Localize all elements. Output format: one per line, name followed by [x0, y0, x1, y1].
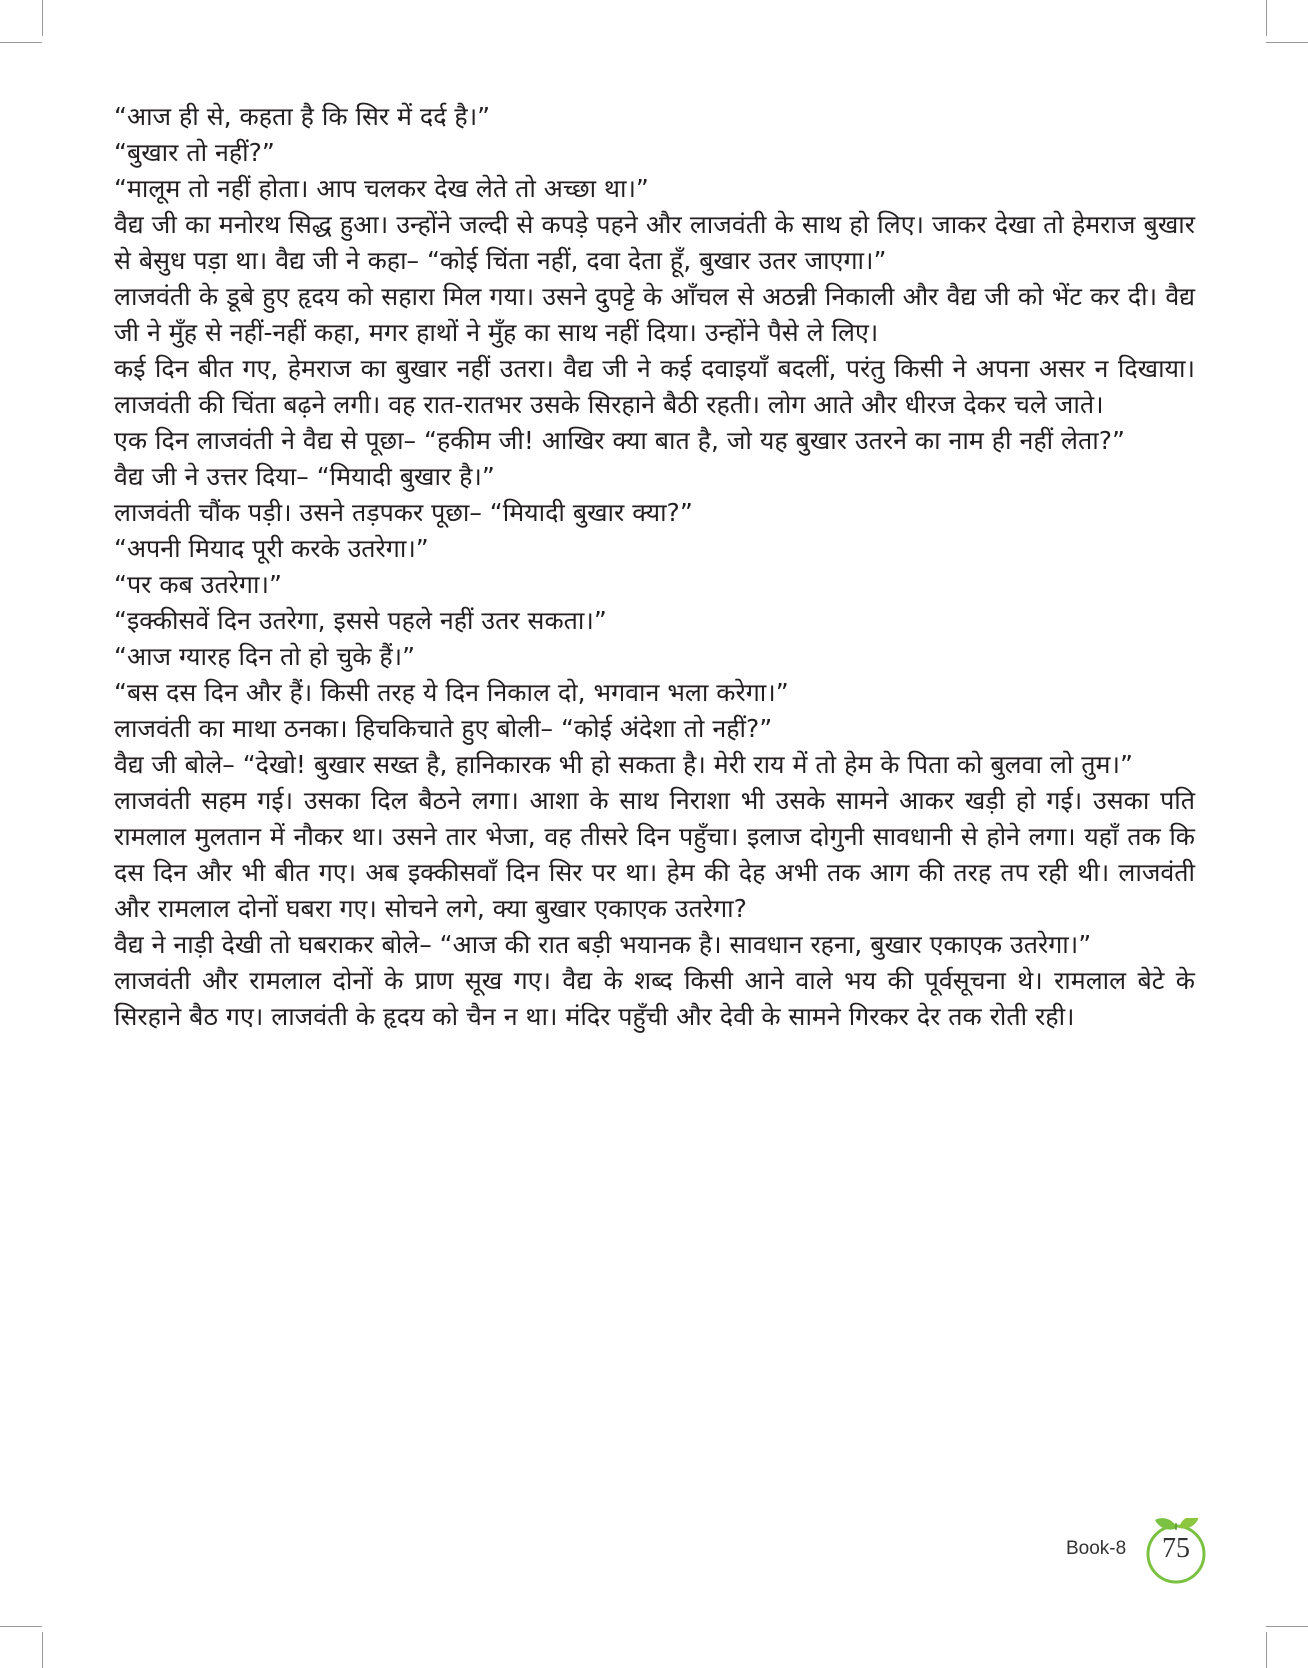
paragraph: “आज ही से, कहता है कि सिर में दर्द है।”: [114, 102, 491, 131]
paragraph: “पर कब उतरेगा।”: [114, 570, 282, 599]
paragraph: लाजवंती और रामलाल दोनों के प्राण सूख गए। वैद्य के शब्द किसी आने वाले भय की पूर्वसूचना थे। रामलाल बेटे के सिरहाने बैठ गए। लाजवंती के हृदय को चैन न था। मंदिर पहुँची और देवी के सामने गिरकर देर तक रोती रही।: [114, 966, 1195, 1031]
crop-mark-top-left-h: [0, 42, 42, 43]
paragraph: “बस दस दिन और हैं। किसी तरह ये दिन निकाल दो, भगवान भला करेगा।”: [114, 678, 789, 707]
paragraph: वैद्य जी बोले– “देखो! बुखार सख्त है, हानिकारक भी हो सकता है। मेरी राय में तो हेम के पिता को बुलवा लो तुम।”: [114, 750, 1133, 779]
crop-mark-top-left: [42, 0, 43, 36]
paragraph: लाजवंती चौंक पड़ी। उसने तड़पकर पूछा– “मियादी बुखार क्या?”: [114, 498, 693, 527]
paragraph: वैद्य जी ने उत्तर दिया– “मियादी बुखार है।”: [114, 462, 495, 491]
paragraph: एक दिन लाजवंती ने वैद्य से पूछा– “हकीम जी! आखिर क्या बात है, जो यह बुखार उतरने का नाम ही नहीं लेता?”: [114, 426, 1125, 455]
paragraph: “अपनी मियाद पूरी करके उतरेगा।”: [114, 534, 429, 563]
paragraph: “आज ग्यारह दिन तो हो चुके हैं।”: [114, 642, 416, 671]
paragraph: वैद्य ने नाड़ी देखी तो घबराकर बोले– “आज की रात बड़ी भयानक है। सावधान रहना, बुखार एकाएक उतरेगा।”: [114, 930, 1092, 959]
paragraph: कई दिन बीत गए, हेमराज का बुखार नहीं उतरा। वैद्य जी ने कई दवाइयाँ बदलीं, परंतु किसी ने अपना असर न दिखाया। लाजवंती की चिंता बढ़ने लगी। वह रात-रातभर उसके सिरहाने बैठी रहती। लोग आते और धीरज देकर चले जाते।: [114, 354, 1195, 419]
story-text-body: [114, 99, 1195, 1035]
paragraph: “बुखार तो नहीं?”: [114, 138, 275, 167]
crop-mark-bottom-right: [1266, 1632, 1267, 1668]
paragraph: वैद्य जी का मनोरथ सिद्ध हुआ। उन्होंने जल्दी से कपड़े पहने और लाजवंती के साथ हो लिए। जाकर देखा तो हेमराज बुखार से बेसुध पड़ा था। वैद्य जी ने कहा– “कोई चिंता नहीं, दवा देता हूँ, बुखार उतर जाएगा।”: [114, 210, 1195, 275]
paragraph: लाजवंती का माथा ठनका। हिचकिचाते हुए बोली– “कोई अंदेशा तो नहीं?”: [114, 714, 773, 743]
paragraph: लाजवंती सहम गई। उसका दिल बैठने लगा। आशा के साथ निराशा भी उसके सामने आकर खड़ी हो गई। उसका पति रामलाल मुलतान में नौकर था। उसने तार भेजा, वह तीसरे दिन पहुँचा। इलाज दोगुनी सावधानी से होने लगा। यहाँ तक कि दस दिन और भी बीत गए। अब इक्कीसवाँ दिन सिर पर था। हेम की देह अभी तक आग की तरह तप रही थी। लाजवंती और रामलाल दोनों घबरा गए। सोचने लगे, क्या बुखार एकाएक उतरेगा?: [114, 786, 1195, 923]
paragraph: “इक्कीसवें दिन उतरेगा, इससे पहले नहीं उतर सकता।”: [114, 606, 607, 635]
book-label: Book-8: [1066, 1538, 1127, 1559]
crop-mark-bottom-right-h: [1266, 1626, 1308, 1627]
paragraph: “मालूम तो नहीं होता। आप चलकर देख लेते तो अच्छा था।”: [114, 174, 649, 203]
page-number: 75: [1162, 1533, 1190, 1564]
paragraph: लाजवंती के डूबे हुए हृदय को सहारा मिल गया। उसने दुपट्टे के आँचल से अठन्नी निकाली और वैद्य जी को भेंट कर दी। वैद्य जी ने मुँह से नहीं-नहीं कहा, मगर हाथों ने मुँह का साथ नहीं दिया। उन्होंने पैसे ले लिए।: [114, 282, 1195, 347]
crop-mark-top-right: [1266, 0, 1267, 36]
crop-mark-bottom-left-h: [0, 1626, 42, 1627]
crop-mark-bottom-left: [42, 1632, 43, 1668]
crop-mark-top-right-h: [1266, 42, 1308, 43]
